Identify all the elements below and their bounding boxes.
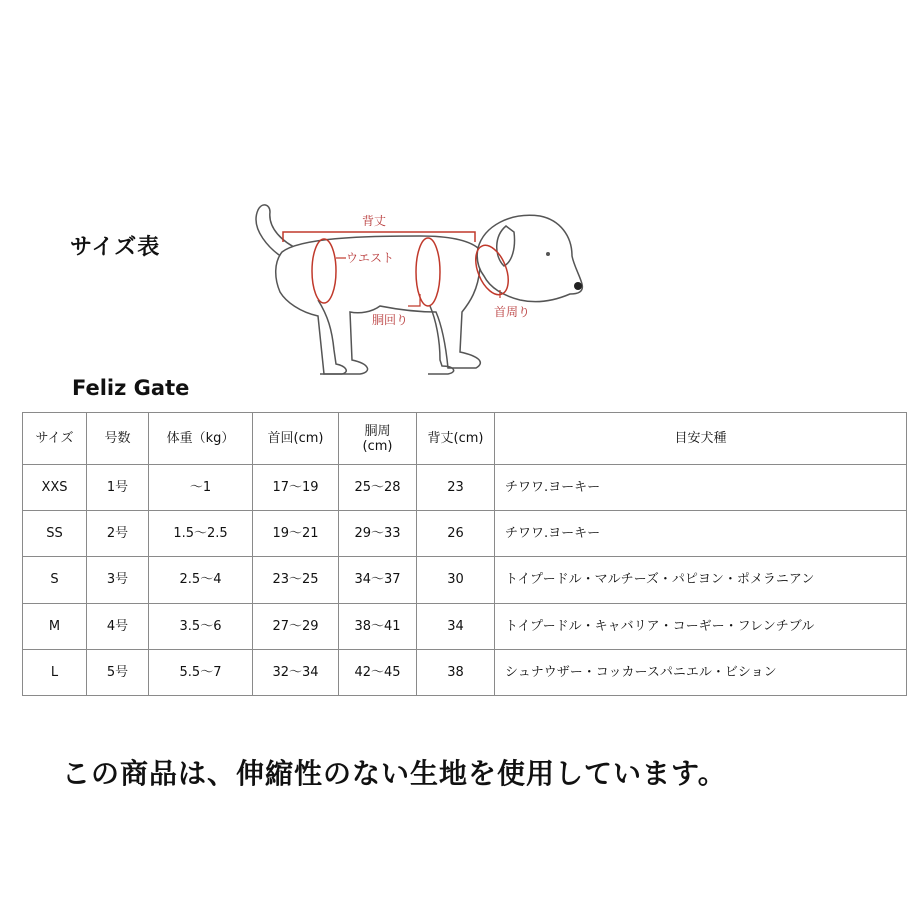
header-chest: 胴周 (cm): [339, 413, 417, 465]
cell-breed: トイプードル・キャバリア・コーギー・フレンチブル: [495, 603, 907, 649]
cell-weight: 3.5〜6: [149, 603, 253, 649]
table-row: [23, 465, 907, 511]
cell-chest: 29〜33: [339, 511, 417, 557]
cell-back-length: 38: [417, 649, 495, 695]
label-neck: 首周り: [494, 305, 531, 319]
cell-back-length: 34: [417, 603, 495, 649]
header-weight: 体重（kg）: [149, 413, 253, 465]
label-waist: ウエスト: [346, 251, 395, 265]
cell-chest: 25〜28: [339, 465, 417, 511]
cell-neck: 19〜21: [253, 511, 339, 557]
cell-chest: 42〜45: [339, 649, 417, 695]
size-table: [22, 412, 907, 696]
cell-size: L: [23, 649, 87, 695]
dog-eye: [546, 252, 550, 256]
header-neck: 首回(cm): [253, 413, 339, 465]
table-header-row: [23, 413, 907, 465]
cell-number: 2号: [87, 511, 149, 557]
cell-breed: シュナウザー・コッカースパニエル・ビション: [495, 649, 907, 695]
cell-weight: 2.5〜4: [149, 557, 253, 603]
cell-breed: トイプードル・マルチーズ・パピヨン・ポメラニアン: [495, 557, 907, 603]
cell-breed: チワワ.ヨーキー: [495, 511, 907, 557]
cell-back-length: 30: [417, 557, 495, 603]
cell-weight: 5.5〜7: [149, 649, 253, 695]
cell-size: M: [23, 603, 87, 649]
cell-neck: 32〜34: [253, 649, 339, 695]
dog-nose: [574, 282, 582, 290]
cell-neck: 23〜25: [253, 557, 339, 603]
page-title: サイズ表: [70, 235, 161, 260]
cell-back-length: 26: [417, 511, 495, 557]
material-note: この商品は、伸縮性のない生地を使用しています。: [62, 757, 727, 790]
cell-number: 4号: [87, 603, 149, 649]
table-row: [23, 649, 907, 695]
table-row: [23, 603, 907, 649]
cell-number: 5号: [87, 649, 149, 695]
brand-name: Feliz Gate: [72, 376, 190, 400]
cell-weight: 〜1: [149, 465, 253, 511]
dog-head: [477, 215, 582, 301]
table-row: [23, 511, 907, 557]
cell-weight: 1.5〜2.5: [149, 511, 253, 557]
table-row: [23, 557, 907, 603]
cell-number: 1号: [87, 465, 149, 511]
label-chest: 胴回り: [372, 313, 409, 327]
cell-size: S: [23, 557, 87, 603]
cell-size: SS: [23, 511, 87, 557]
header-back-length: 背丈(cm): [417, 413, 495, 465]
header-number: 号数: [87, 413, 149, 465]
label-back-length: 背丈: [362, 214, 387, 228]
cell-neck: 27〜29: [253, 603, 339, 649]
cell-number: 3号: [87, 557, 149, 603]
cell-breed: チワワ.ヨーキー: [495, 465, 907, 511]
cell-chest: 38〜41: [339, 603, 417, 649]
cell-back-length: 23: [417, 465, 495, 511]
cell-chest: 34〜37: [339, 557, 417, 603]
cell-size: XXS: [23, 465, 87, 511]
header-size: サイズ: [23, 413, 87, 465]
dog-measurement-diagram: [0, 0, 920, 400]
header-breed: 目安犬種: [495, 413, 907, 465]
cell-neck: 17〜19: [253, 465, 339, 511]
